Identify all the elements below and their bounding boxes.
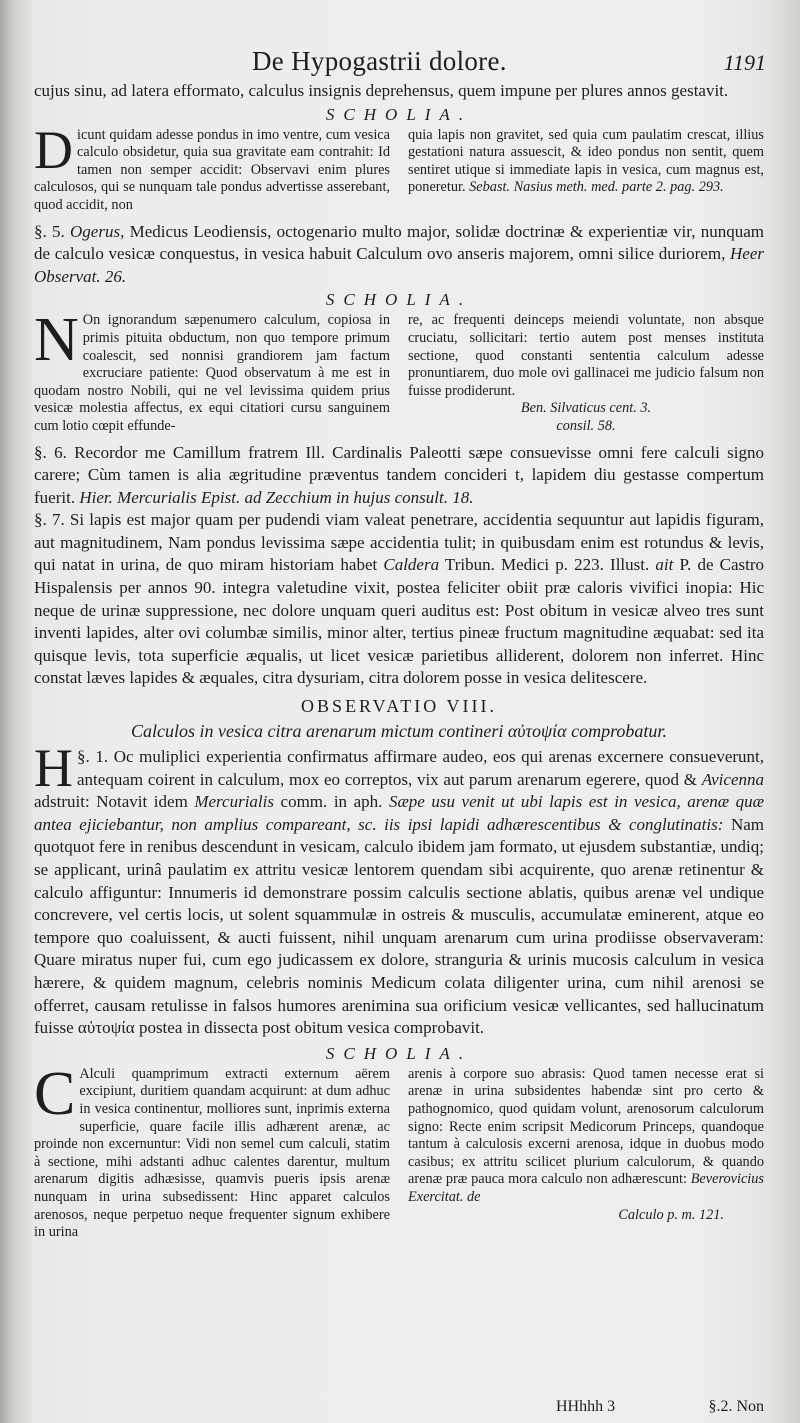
scholia-2 [34,306,764,435]
observatio-subtitle: Calculos in vesica citra arenarum mictum contineri αὐτοψία comprobatur. [131,721,667,742]
paragraph-5: §. 5. Ogerus, Medicus Leodiensis, octogenario multo major, solidæ doctrinæ & experientiæ vir, nunquam de calculo vesicæ conquestus, in vesica habuit Calculum ovo anseris majorem, omni silice duriorem, Heer Observat. 26. [34,221,765,286]
citation: Heer Observat. 26. [34,244,765,286]
intro-paragraph: cujus sinu, ad latera efformato, calculus insignis deprehensus, quem impune per plures annos gestavit. [34,81,729,100]
page-footer [34,1398,764,1420]
dropcap: H [34,738,73,799]
observatio-paragraph-1: §. 1. H Oc muliplici experientia confirmatus affirmare audeo, eos qui arenas excernere consueverunt, antequam coirent in calculum, mox eo correptos, vix aut parum arenarum egerere, quod & Avicenna adstruit: Notavit idem Mercurialis comm. in aph. Sæpe usu venit ut ubi lapis est in vesica, arenæ quæ antea ejiciebantur, non amplius compareant, sc. iis ipsi lapidi adhærescentibus & conglutinatis: Nam quotquot fere in renibus descendunt in vesicam, calculo ibidem jam formato, ut ejusdem substantiæ, undiq; se applicant, urinâ paulatim ex attritu vesicæ lentorem quendam sibi acquirente, quo arenæ retinentur & calculo affiguntur: Innumeris id demonstrare possim calculis sectione ablatis, quibus arenæ vel undique concrevere, vel certis locis, ut solent squammulæ in ostreis & musculis, accumulatæ eminerent, atque eo tempore quo coaluissent, & aucti fuissent, nihil unquam arenarum cum urina prodiisse observaveram: Quare miratus nuper fui, cum ego judicassem ex dolore, stranguria & urinis mucosis calculum in vesica hærere, & quidem magnum, celebris nominis Medicum colata diligenter urina, cum nihil arenosi se offerret, causam retulisse in falsos humores arenimina sua orificium vesicæ vellicantes, sed hallucinatum fuisse αὐτοψία postea in dissecta post obitum vesica comprobavit. [34,738,764,1038]
scholia-2-right: re, ac frequenti deinceps meiendi voluntate, non absque cruciatu, sollicitari: tertio autem post menses instituta sectione, quod constanti sententia calculum adesse pronuntiarem, duo mole ovi gallinacei me judicio falsum non fuisse prodiderunt. Ben. Silvaticus cent. 3. consil. 58. [408,312,764,434]
scholia-heading: SCHOLIA. [325,1043,473,1063]
citation: consil. 58. [556,417,616,434]
citation: Sebast. Nasius meth. med. parte 2. pag. 293. [469,179,724,196]
citation: Beverovicius Exercitat. de [408,1171,764,1205]
scholia-heading: SCHOLIA. [325,290,473,310]
signature-mark: HHhhh 3 [556,1398,616,1415]
paragraph-6: §. 6. Recordor me Camillum fratrem Ill. Cardinalis Paleotti sæpe consuevisse omni fere calculi signo carere; Cùm tamen is alia ægritudine præventus tandem concideri t, lapidem diu gestasse compertum fuerit. Hier. Mercurialis Epist. ad Zecchium in hujus consult. 18. [34,442,764,507]
scholia-1-left: Dicunt quidam adesse pondus in imo ventre, cum vesica calculo obsidetur, quia sua gravitate eam contrahit: Id tamen non semper accidit: Observavi enim plures calculosos, qui se nunquam tale pondus advertisse asserebant, quod accidit, non [34,119,390,213]
running-title: De Hypogastrii dolore. [252,46,507,76]
scholia-3-left: C Alculi quamprimum extracti externum aërem excipiunt, duritiem quandam acquirunt: at dum adhuc in vesica continentur, molliores sunt, inprimis externa superficie, quare facile illis adhærent arenæ, ac proinde non excernuntur: Vidi non semel cum calculi, statim à sectione, mihi adstanti adhuc calentes darentur, multum arenarum digitis adhæsisse, quamvis pueris ipsis arenæ nunquam in urina subsedissent: Hinc apparet calculos arenosos, neque perpetuo neque frequenter signum exhibere in urina [34,1059,390,1241]
catchword: §.2. Non [708,1398,764,1415]
citation: Hier. Mercurialis Epist. ad Zecchium in hujus consult. 18. [79,487,474,507]
scholia-2-left: N On ignorandum sæpenumero calculum, copiosa in primis pituita obductum, non quo tempore primum coalescit, sed nonnisi grandiorem jam factum excruciare patiente: Quod observatum à me est in quodam nostro Nobili, qui ne vel levissima quidem prius vesicæ molestia affectus, ex equi citatiori cursu sanguinem cum lotio cœpit effunde- [34,306,390,434]
citation: Ben. Silvaticus cent. 3. [520,400,652,417]
citation: Calculo p. m. 121. [618,1206,724,1223]
text-body [34,80,764,1242]
scholia-1-right: quia lapis non gravitet, sed quia cum paulatim crescat, illius gestationi natura assuescit, & ideo pondus non sentit, quem sentiret utique si immediate lapis in vesica, cum magnus est, poneretur. Sebast. Nasius meth. med. parte 2. pag. 293. [408,126,764,196]
scholia-1 [34,119,764,215]
page-number: 1191 [723,50,766,75]
observatio-heading: OBSERVATIO VIII. [301,696,497,717]
dropcap: D [34,119,73,180]
dropcap: N [34,306,79,375]
paragraph-7: §. 7. Si lapis est major quam per pudendi viam valeat penetrare, accidentia sequuntur aut lapidis figuram, aut magnitudinem, Nam pondus levissima sæpe accidentia tulit; in quibusdam enim est rotundus & levis, qui natat in urina, de quo miram historiam habet Caldera Tribun. Medici p. 223. Illust. ait P. de Castro Hispalensis per annos 90. integra valetudine vixit, postea feliciter obiit præ caloris vivifici inopia: Hic neque de urinæ suppressione, nec dolore unquam queri auditus est: Post obitum in vesicæ alveo tres sunt inventi lapides, alter ovi columbæ similis, minor alter, tertius pineæ fructum magnitudine æquabat: sed ita quisque levis, tota superficie æqualis, ut licet vesicæ parietibus alliderent, dolorem non inferret. Hinc constat læves lapides & æquales, citra dysuriam, citra dolorem posse in vesica delitescere. [34,510,765,688]
scholia-heading: SCHOLIA. [325,104,473,124]
dropcap: C [34,1059,76,1128]
running-header [34,46,766,78]
scholia-3-right: arenis à corpore suo abrasis: Quod tamen necesse erat si arenæ in urina subsidentes habendæ sint pro certo & pathognomico, quod quidam volunt, arenosorum calculorum signo: Recte enim scripsit Medicorum Princeps, quandoque tantum à calculosis excerni arenosa, idque in duobus modo casibus; ex attritu scilicet plurium calculorum, & quando arenæ præ pauca mora calculo non adhærescunt: Beverovicius Exercitat. de Calculo p. m. 121. [408,1065,764,1223]
scholia-3 [34,1059,764,1242]
